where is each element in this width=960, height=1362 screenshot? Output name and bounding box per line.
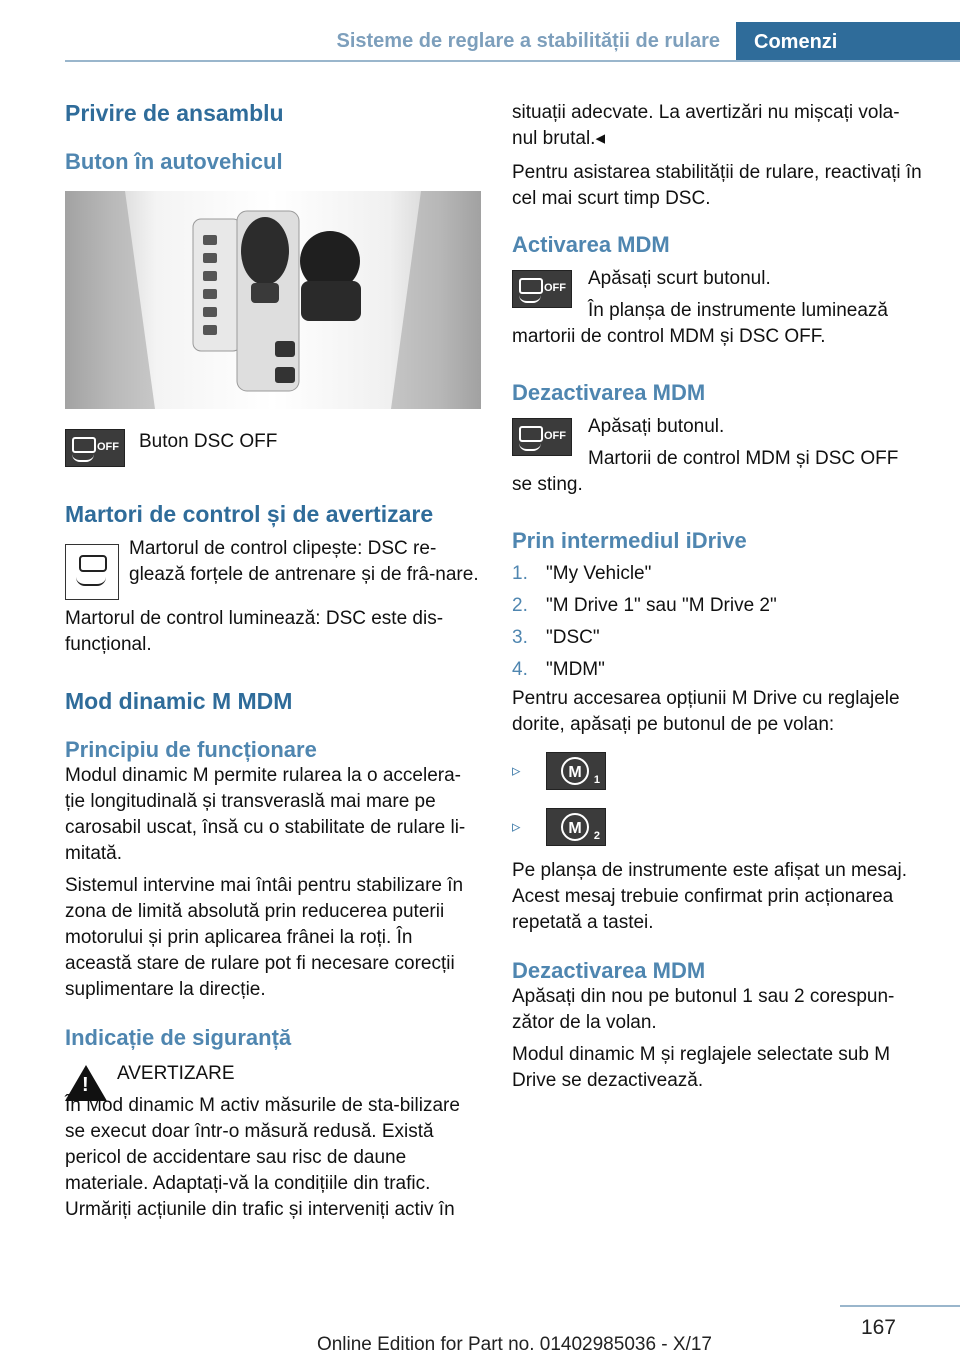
list-item: 1. "My Vehicle" <box>512 563 652 584</box>
header-section-title: Sisteme de reglare a stabilității de rulare <box>336 30 720 52</box>
light-blink-text: Martorul de control clipește: DSC re-glează forțele de antrenare și de frâ-nare. <box>129 538 479 585</box>
deactivate-text-b: se sting. <box>512 474 583 495</box>
principle-paragraph-2: Sistemul intervine mai întâi pentru stabilizare în zona de limită absolută prin reducerea puterii motorului și prin aplicarea frânei la roți. În această stare de rulare pot fi necesare corecții suplimentare la direcție. <box>65 875 464 1000</box>
deactivate2-paragraph-2: Modul dinamic M și reglajele selectate sub M Drive se dezactivează. <box>512 1044 891 1091</box>
edition-note: Online Edition for Part no. 01402985036 - X/17 <box>316 1334 712 1355</box>
header-tab-comenzi: Comenzi <box>736 22 960 62</box>
warning-continuation: situații adecvate. La avertizări nu mișcați vola-nul brutal.◂ <box>512 102 900 149</box>
footer-rule <box>840 1305 960 1307</box>
principle-paragraph-1: Modul dinamic M permite rularea la o accelera-ție longitudinală și transveraslă mai mare pe carosabil uscat, însă cu o stabilitate de rulare li-mitată. <box>65 765 466 864</box>
mdrive-paragraph: Pentru accesarea opțiunii M Drive cu reglajele dorite, apăsați pe butonul de pe volan: <box>512 688 900 735</box>
heading-safety: Indicație de siguranță <box>65 1025 292 1050</box>
heading-indicator-lights: Martori de control și de avertizare <box>65 501 434 527</box>
deactivate-step: Apăsați butonul. <box>588 416 725 437</box>
heading-mdm: Mod dinamic M MDM <box>65 688 293 714</box>
dsc-warning-light-icon <box>65 544 119 600</box>
page-number: 167 <box>860 1316 896 1339</box>
deactivate2-paragraph-1: Apăsați din nou pe butonul 1 sau 2 corespun-zător de la volan. <box>512 986 895 1033</box>
activate-step: Apăsați scurt butonul. <box>588 268 771 289</box>
m-drive-2-icon: M 2 <box>546 808 606 846</box>
heading-idrive: Prin intermediul iDrive <box>512 528 747 553</box>
dsc-off-caption: Buton DSC OFF <box>139 431 278 452</box>
dsc-off-icon: OFF <box>512 270 572 308</box>
deactivate-text-a: Martorii de control MDM și DSC OFF <box>588 448 899 469</box>
warning-text: În Mod dinamic M activ măsurile de sta-bilizare se execut doar într-o măsură redusă. Există pericol de accidentare sau risc de daune materiale. Adaptați-vă la condițiile din trafic. Urmăriți acțiunile din trafic și interveniți activ în <box>65 1095 460 1220</box>
right-column <box>512 100 924 1094</box>
heading-overview: Privire de ansamblu <box>65 100 284 126</box>
bullet-2: ▹ <box>512 817 521 836</box>
heading-deactivate-mdm: Dezactivarea MDM <box>512 380 706 405</box>
bullet-1: ▹ <box>512 761 521 780</box>
activate-text-a: În planșa de instrumente luminează <box>588 300 888 321</box>
warning-label: AVERTIZARE <box>117 1063 235 1084</box>
heading-principle: Principiu de funcționare <box>65 737 317 762</box>
list-item: 4. "MDM" <box>512 659 605 680</box>
light-on-text: Martorul de control luminează: DSC este dis-funcțional. <box>65 608 444 655</box>
list-item: 2. "M Drive 1" sau "M Drive 2" <box>512 595 777 616</box>
console-illustration <box>65 191 481 409</box>
warning-triangle-icon: ! <box>65 1065 107 1101</box>
center-console-photo <box>65 191 481 409</box>
header-rule <box>65 60 960 62</box>
m-drive-1-icon: M 1 <box>546 752 606 790</box>
idrive-steps <box>512 558 924 686</box>
dsc-off-icon: OFF <box>512 418 572 456</box>
activate-text-b: martorii de control MDM și DSC OFF. <box>512 326 826 347</box>
stability-paragraph: Pentru asistarea stabilității de rulare, reactivați în cel mai scurt timp DSC. <box>512 162 922 209</box>
heading-button: Buton în autovehicul <box>65 149 283 174</box>
heading-deactivate-mdm-2: Dezactivarea MDM <box>512 958 706 983</box>
display-paragraph: Pe planșa de instrumente este afișat un mesaj. Acest mesaj trebuie confirmat prin acționarea repetată a tastei. <box>512 860 908 933</box>
list-item: 3. "DSC" <box>512 627 600 648</box>
left-column <box>65 100 481 1223</box>
dsc-off-icon: OFF <box>65 429 125 467</box>
heading-activate-mdm: Activarea MDM <box>512 232 670 257</box>
